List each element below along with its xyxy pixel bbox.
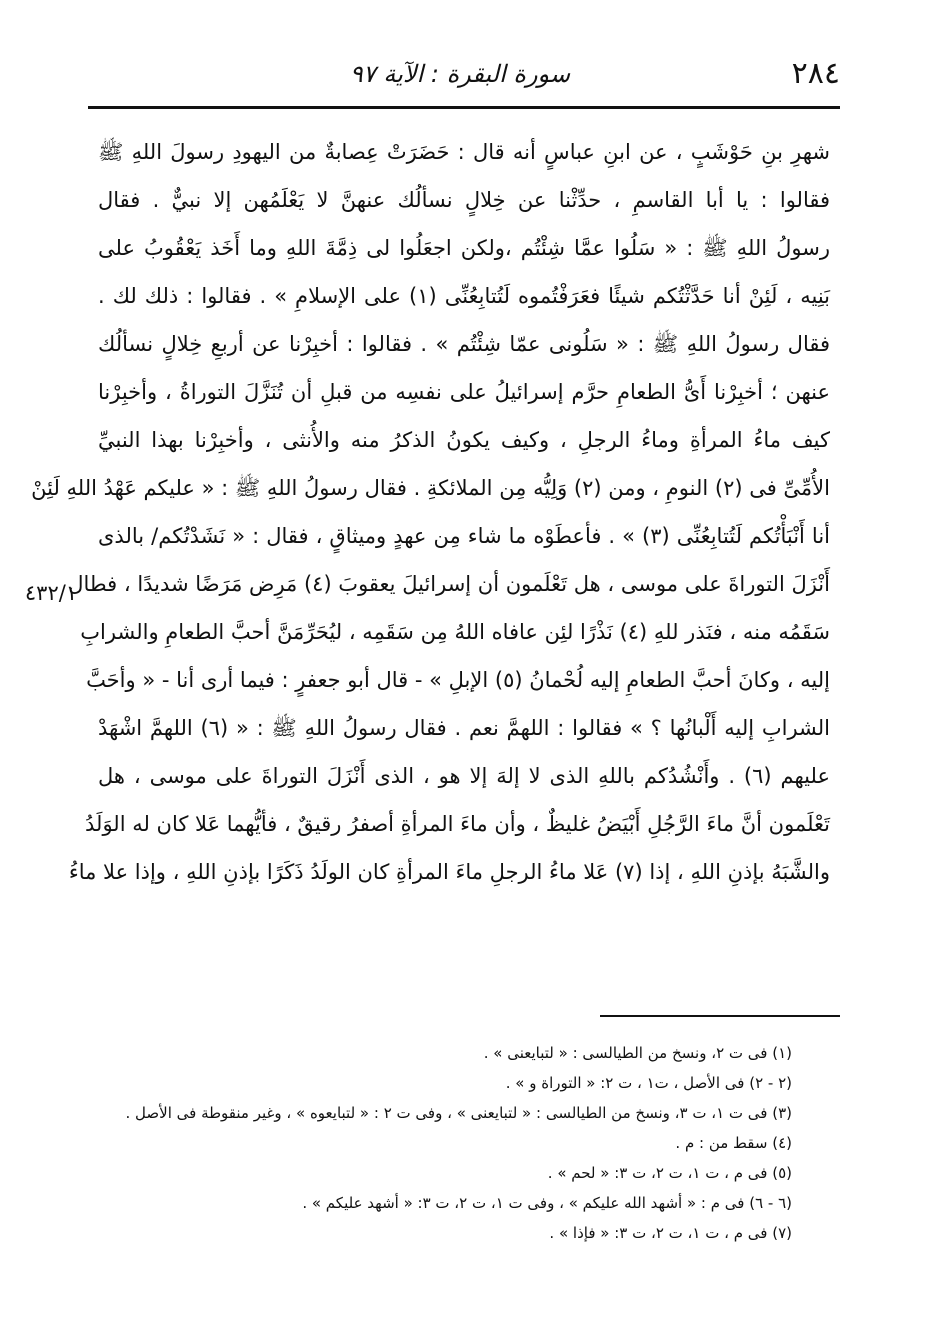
text-line: بَنِيه ، لَئِنْ أنا حَدَّثْتُكم شيئًا فعَرَفْتُموه لَتُتابِعُنِّى (١) على الإسلامِ » . فقالوا : ذلك لك . (98, 284, 830, 308)
text-line: أَنْزَلَ التوراةَ على موسى ، هل تَعْلَمون أن إسرائيلَ يعقوبَ (٤) مَرِض مَرَضًا شديدًا ، فطال (68, 572, 830, 596)
text-line: والشَّبَهُ بإذنِ اللهِ ، إذا (٧) عَلا ماءُ الرجلِ ماءَ المرأةِ كان الولَدُ ذَكَرًا بإذنِ اللهِ ، وإذا علا ماءُ (68, 860, 830, 884)
text-line: الأُمِّىِّ فى (٢) النومِ ، ومن (٢) وَلِيُّه مِن الملائكةِ . فقال رسولُ اللهِ ﷺ : « عليكم عَهْدُ اللهِ لَئِنْ (31, 476, 830, 500)
margin-reference: ٤٣٢/١ (24, 581, 78, 605)
footnote: (٤) سقط من : م . (675, 1134, 792, 1152)
text-line: رسولُ اللهِ ﷺ : « سَلُوا عمَّا شِئْتُم ،ولكن اجعَلُوا لى ذِمَّةَ اللهِ وما أَخَذ يَعْقُوبُ على (98, 236, 830, 260)
footnote: (١) فى ت ٢، ونسخ من الطيالسى : « لتبايعنى » . (483, 1044, 792, 1062)
text-line: سَقَمُه منه ، فنَذر للهِ (٤) نَذْرًا لئِن عافاه اللهُ مِن سَقَمِه ، ليُحَرِّمَنَّ أحبَّ الطعامِ والشرابِ (80, 620, 830, 644)
header-rule (88, 106, 840, 109)
footnote-rule (600, 1015, 840, 1017)
text-line: عليهم (٦) . وأَنْشُدُكم باللهِ الذى لا إلهَ إلا هو ، الذى أَنْزَلَ التوراةَ على موسى ، هل (98, 764, 830, 788)
footnote: (٦ - ٦) فى م : « أشهد الله عليكم » ، وفى ت ١، ت ٢، ت ٣: « أشهد عليكم » . (302, 1194, 792, 1212)
text-line: شهرِ بنِ حَوْشَبٍ ، عن ابنِ عباسٍ أنه قال : حَضَرَتْ عِصابةٌ من اليهودِ رسولَ اللهِ ﷺ (98, 140, 830, 164)
text-line: إليه ، وكانَ أحبَّ الطعامِ إليه لُحْمانُ (٥) الإبلِ » - قال أبو جعفرٍ : فيما أرى أنا - « وأحَبَّ (86, 668, 830, 692)
text-line: فقال رسولُ اللهِ ﷺ : « سَلُونى عمّا شِئْتُم » . فقالوا : أخبِرْنا عن أربعِ خِلالٍ نسألُك (98, 332, 830, 356)
running-title: سورة البقرة : الآية ٩٧ (349, 60, 571, 88)
text-line: كيف ماءُ المرأةِ وماءُ الرجلِ ، وكيف يكونُ الذكرُ منه والأُنثى ، وأخبِرْنا بهذا النبيِّ (98, 428, 830, 452)
text-line: تَعْلَمون أنَّ ماءَ الرَّجُلِ أَبْيَضُ غليظٌ ، وأن ماءَ المرأةِ أصفرُ رقيقٌ ، فأيُّهما عَلا كان له الوَلَدُ (85, 812, 830, 836)
text-line: عنهن ؛ أخبِرْنا أَىُّ الطعامِ حرَّم إسرائيلُ على نفسِه من قبلِ أن تُنَزَّلَ التوراةُ ، وأخبِرْنا (98, 380, 830, 404)
text-line: أنا أَنْبَأْتُكم لَتُتابِعُنِّى (٣) » . فأعطَوْه ما شاء مِن عهدٍ وميثاقٍ ، فقال : « نَشَدْتُكم/ بالذى (98, 524, 830, 548)
page-number: ٢٨٤ (791, 56, 840, 91)
footnote: (٢ - ٢) فى الأصل ، ت١ ، ت ٢: « التوراة و » . (505, 1074, 792, 1092)
page-header (80, 52, 840, 100)
text-line: الشرابِ إليه أَلْبانُها ؟ » فقالوا : اللهمَّ نعم . فقال رسولُ اللهِ ﷺ : « (٦) اللهمَّ اشْهَدْ (98, 716, 830, 740)
footnote: (٥) فى م ، ت ١، ت ٢، ت ٣: « لحم » . (547, 1164, 792, 1182)
text-line: فقالوا : يا أبا القاسمِ ، حدِّثْنا عن خِلالٍ نسألُك عنهنَّ لا يَعْلَمُهن إلا نبيٌّ . فقال (98, 188, 830, 212)
footnote: (٧) فى م ، ت ١، ت ٢، ت ٣: « فإذا » . (549, 1224, 792, 1242)
footnote: (٣) فى ت ١، ت ٣، ونسخ من الطيالسى : « لتبايعنى » ، وفى ت ٢ : « لتبايعوه » ، وغير منقوطة فى الأصل . (125, 1104, 792, 1122)
footnotes (70, 1038, 792, 1248)
